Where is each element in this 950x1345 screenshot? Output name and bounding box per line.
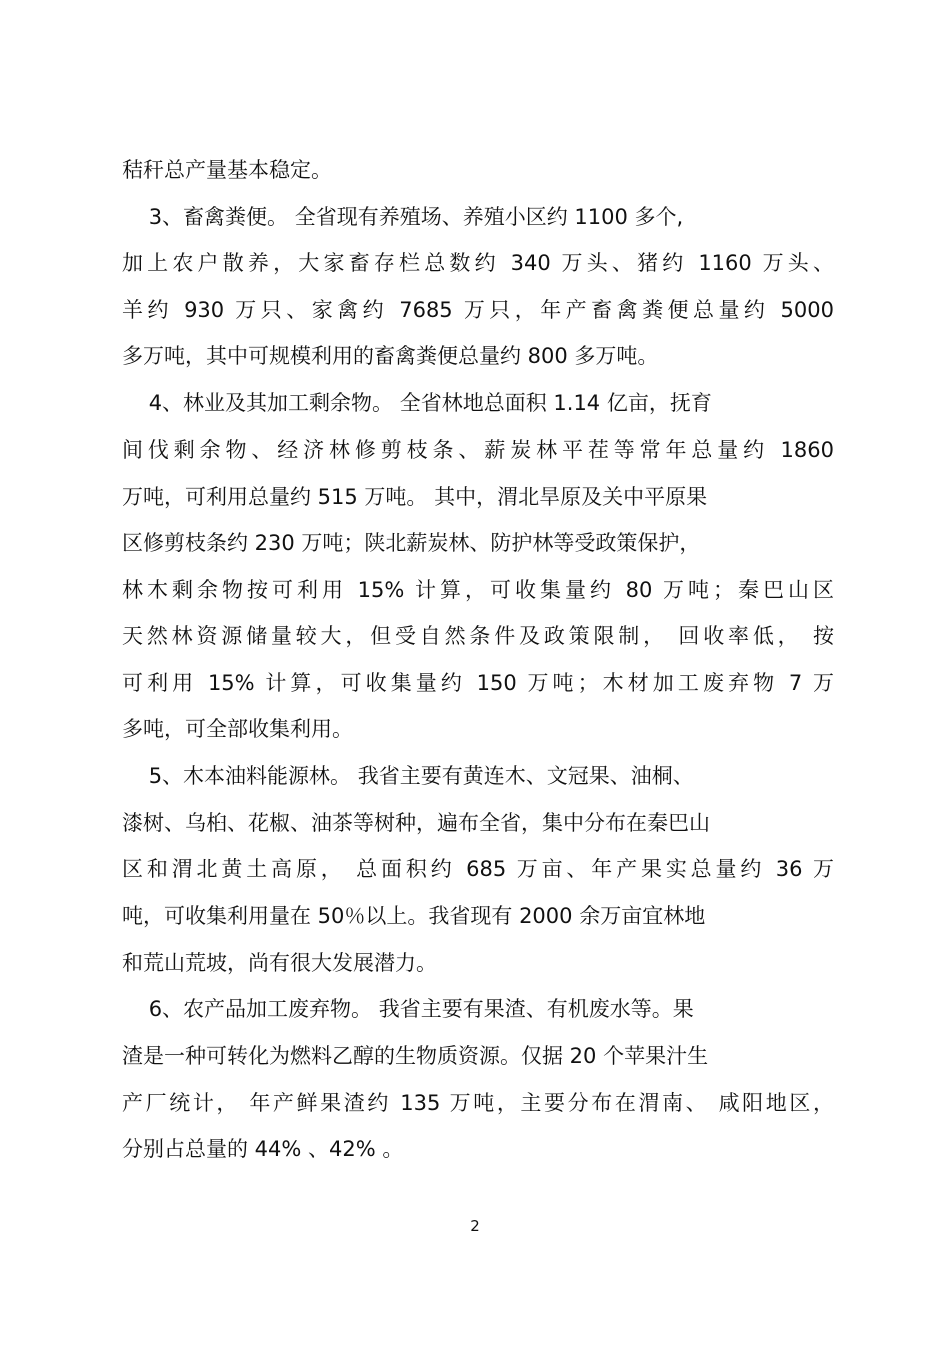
text-line: 分别占总量的 44% 、42% 。 (122, 1137, 404, 1161)
text-line: 可利用 15% 计算，可收集量约 150 万吨；木材加工废弃物 7 万 (122, 671, 834, 695)
text-line: 多吨，可全部收集利用。 (122, 717, 353, 741)
text-line: 加上农户散养，大家畜存栏总数约 340 万头、猪约 1160 万头、 (122, 251, 834, 275)
text-line: 羊约 930 万只、家禽约 7685 万只，年产畜禽粪便总量约 5000 (122, 298, 834, 322)
page-number: 2 (470, 1217, 480, 1235)
text-line: 林木剩余物按可利用 15% 计算，可收集量约 80 万吨；秦巴山区 (122, 578, 834, 602)
text-line: 天然林资源储量较大，但受自然条件及政策限制， 回收率低， 按 (122, 624, 834, 648)
text-line: 间伐剩余物、经济林修剪枝条、薪炭林平茬等常年总量约 1860 (122, 438, 834, 462)
text-line: 渣是一种可转化为燃料乙醇的生物质资源。仅据 20 个苹果汁生 (122, 1044, 709, 1068)
text-line: 吨，可收集利用量在 50％以上。我省现有 2000 余万亩宜林地 (122, 904, 706, 928)
text-line: 漆树、乌桕、花椒、油茶等树种，遍布全省，集中分布在秦巴山 (122, 811, 710, 835)
text-line: 产厂统计， 年产鲜果渣约 135 万吨，主要分布在渭南、 咸阳地区， (122, 1091, 834, 1115)
text-line: 3、畜禽粪便。 全省现有养殖场、养殖小区约 1100 多个, (122, 205, 684, 229)
text-line: 6、农产品加工废弃物。 我省主要有果渣、有机废水等。果 (122, 997, 694, 1021)
text-line: 万吨，可利用总量约 515 万吨。 其中，渭北旱原及关中平原果 (122, 485, 708, 509)
text-line: 多万吨，其中可规模利用的畜禽粪便总量约 800 多万吨。 (122, 344, 659, 368)
text-line: 秸秆总产量基本稳定。 (122, 158, 332, 182)
text-line: 和荒山荒坡，尚有很大发展潜力。 (122, 951, 437, 975)
text-line: 区和渭北黄土高原， 总面积约 685 万亩、年产果实总量约 36 万 (122, 857, 834, 881)
text-line: 区修剪枝条约 230 万吨；陕北薪炭林、防护林等受政策保护， (122, 531, 701, 555)
text-line: 4、林业及其加工剩余物。 全省林地总面积 1.14 亿亩，抚育 (122, 391, 712, 415)
text-line: 5、木本油料能源林。 我省主要有黄连木、文冠果、油桐、 (122, 764, 694, 788)
